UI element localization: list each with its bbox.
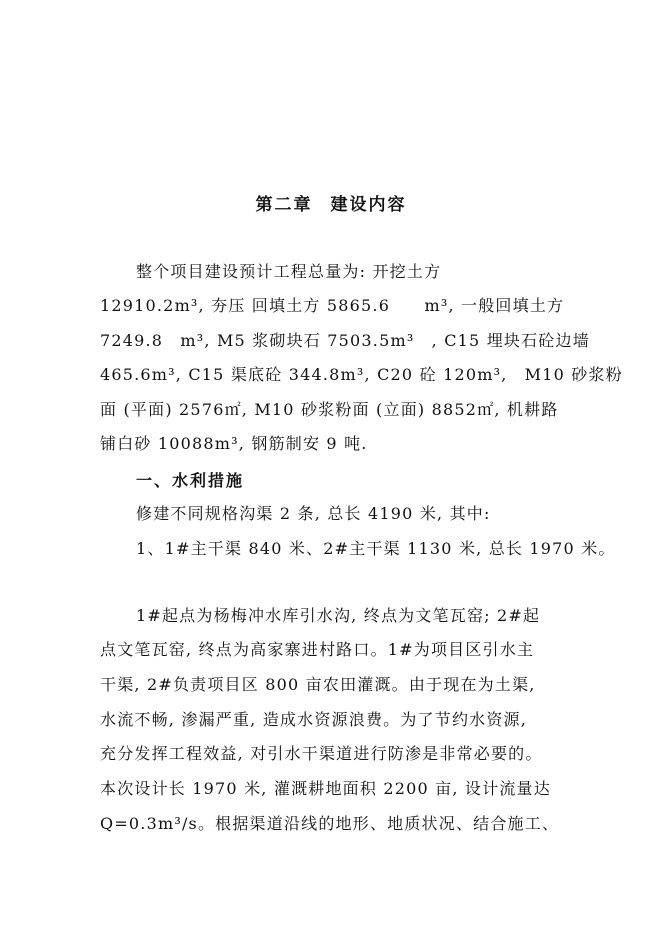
summary-line-6: 铺白砂 10088m³, 钢筋制安 9 吨. — [100, 434, 368, 453]
detail-line-1: 1#起点为杨梅冲水库引水沟, 终点为文笔瓦窑; 2#起 — [136, 606, 541, 625]
detail-line-4: 水流不畅, 渗漏严重, 造成水资源浪费。为了节约水资源, — [100, 710, 528, 729]
summary-line-2: 12910.2m³, 夯压 回填土方 5865.6 m³, 一般回填土方 — [100, 296, 565, 315]
summary-line-3: 7249.8 m³, M5 浆砌块石 7503.5m³ , C15 埋块石砼边墙 — [100, 331, 590, 350]
detail-line-6: 本次设计长 1970 米, 灌溉耕地面积 2200 亩, 设计流量达 — [100, 779, 551, 798]
section-line-1: 修建不同规格沟渠 2 条, 总长 4190 米, 其中: — [136, 504, 491, 523]
chapter-title — [0, 190, 662, 215]
section-heading: 一、水利措施 — [136, 471, 245, 490]
section-line-2: 1、1#主干渠 840 米、2#主干渠 1130 米, 总长 1970 米。 — [136, 539, 616, 558]
summary-line-5: 面 (平面) 2576㎡, M10 砂浆粉面 (立面) 8852㎡, 机耕路 — [100, 400, 559, 419]
detail-line-7: Q=0.3m³/s。根据渠道沿线的地形、地质状况、结合施工、 — [100, 814, 560, 833]
detail-line-5: 充分发挥工程效益, 对引水干渠道进行防渗是非常必要的。 — [100, 744, 543, 763]
chapter-name: 建设内容 — [330, 195, 407, 215]
summary-line-1: 整个项目建设预计工程总量为: 开挖土方 — [136, 262, 442, 281]
chapter-number: 第二章 — [255, 195, 313, 215]
summary-line-4: 465.6m³, C15 渠底砼 344.8m³, C20 砼 120m³, M10 砂浆粉 — [100, 365, 623, 384]
detail-line-3: 干渠, 2#负责项目区 800 亩农田灌溉。由于现在为土渠, — [100, 675, 536, 694]
detail-line-2: 点文笔瓦窑, 终点为高家寨进村路口。1#为项目区引水主 — [100, 640, 535, 659]
